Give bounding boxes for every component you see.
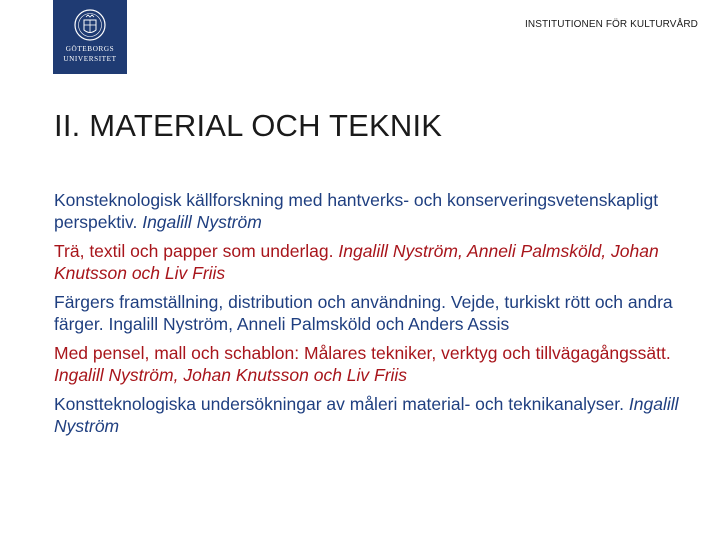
item-text: Trä, textil och papper som underlag. xyxy=(54,241,334,261)
list-item xyxy=(54,393,694,437)
item-authors: Ingalill Nyström xyxy=(142,212,262,232)
list-item xyxy=(54,189,694,233)
university-seal-icon xyxy=(53,0,127,74)
item-list xyxy=(54,189,694,444)
item-text: Konsteknologisk källforskning med hantverks- och konserveringsvetenskapligt perspektiv. xyxy=(54,190,659,232)
item-authors: Ingalill Nyström xyxy=(54,394,679,436)
item-text: Färgers framställning, distribution och användning. Vejde, turkiskt rött och andra färger. xyxy=(54,292,673,334)
list-item xyxy=(54,240,694,284)
university-logo xyxy=(53,0,127,74)
list-item xyxy=(54,291,694,335)
item-authors: Ingalill Nyström, Johan Knutsson och Liv Friis xyxy=(54,365,408,385)
item-authors: Ingalill Nyström, Anneli Palmsköld och Anders Assis xyxy=(108,314,510,334)
list-item xyxy=(54,342,694,386)
department-name: INSTITUTIONEN FÖR KULTURVÅRD xyxy=(525,19,698,30)
item-authors: Ingalill Nyström, Anneli Palmsköld, Johan Knutsson och Liv Friis xyxy=(54,241,659,283)
item-text: Med pensel, mall och schablon: Målares tekniker, verktyg och tillvägagångssätt. xyxy=(54,343,671,363)
item-text: Konstteknologiska undersökningar av måleri material- och teknikanalyser. xyxy=(54,394,625,414)
logo-line1: GÖTEBORGS xyxy=(65,45,115,53)
logo-line2: UNIVERSITET xyxy=(63,55,117,63)
slide-title: II. MATERIAL OCH TEKNIK xyxy=(54,108,443,143)
